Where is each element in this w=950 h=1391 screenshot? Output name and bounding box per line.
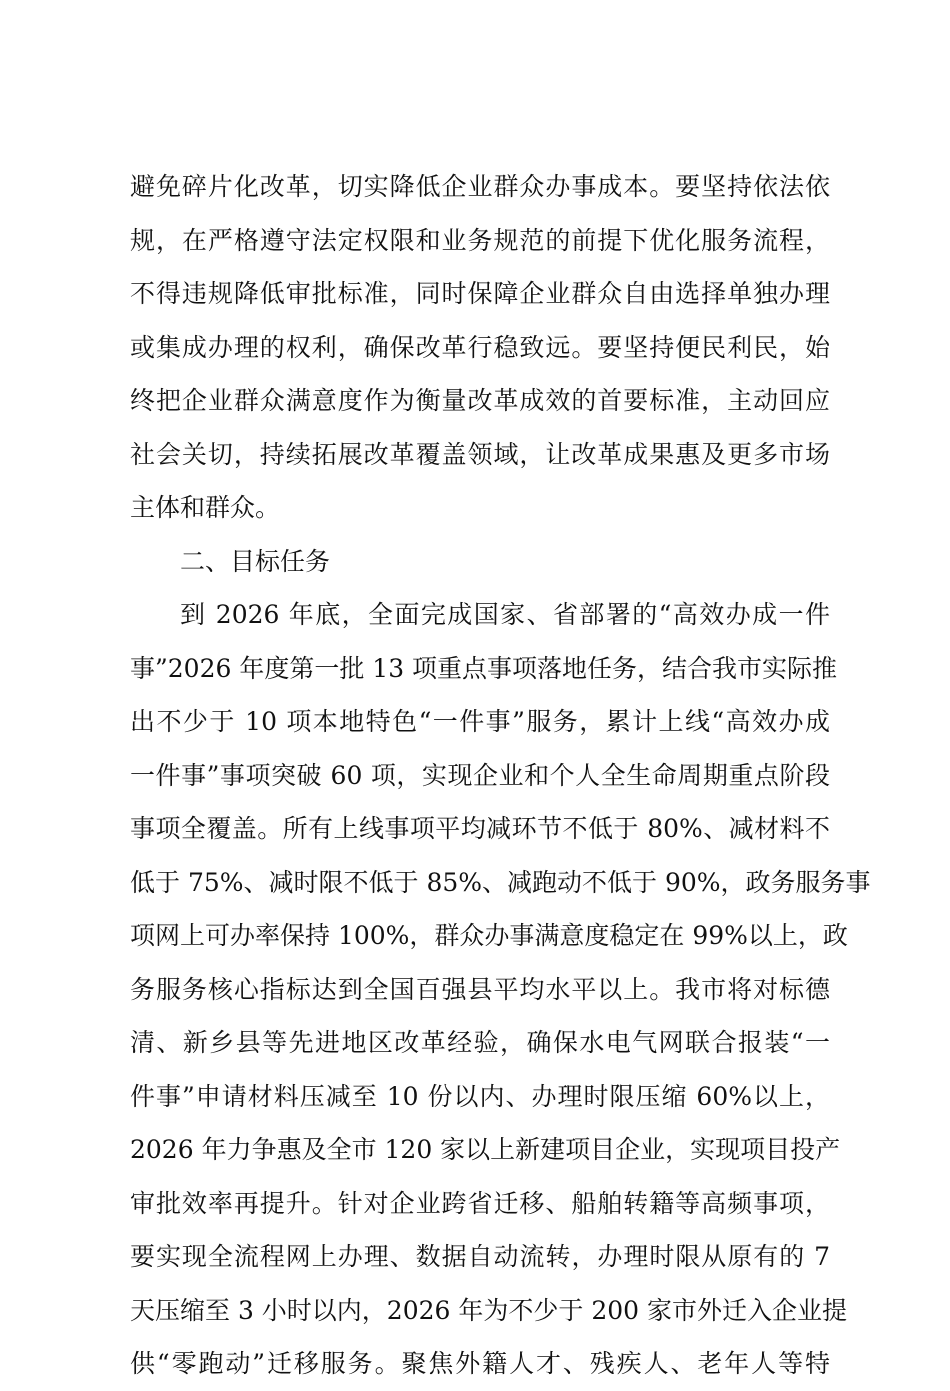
text-line: 供“零跑动”迁移服务。聚焦外籍人才、残疾人、老年人等特 [130,1349,830,1378]
text-line: 审批效率再提升。针对企业跨省迁移、船舶转籍等高频事项， [130,1188,830,1218]
text-line: 一件事”事项突破 60 项，实现企业和个人全生命周期重点阶段 [130,760,830,790]
text-line: 社会关切，持续拓展改革覆盖领域，让改革成果惠及更多市场 [130,439,830,469]
text-line: 项网上可办率保持 100%，群众办事满意度稳定在 99%以上，政 [130,921,848,950]
document-body [130,160,871,1391]
text-line: 主体和群众。 [130,493,281,522]
text-line: 到 2026 年底，全面完成国家、省部署的“高效办成一件 [180,600,830,629]
text-line: 避免碎片化改革，切实降低企业群众办事成本。要坚持依法依 [130,172,830,201]
section-heading: 二、目标任务 [180,546,331,576]
text-line: 天压缩至 3 小时以内，2026 年为不少于 200 家市外迁入企业提 [130,1295,847,1325]
text-line: 件事”申请材料压减至 10 份以内、办理时限压缩 60%以上， [130,1081,830,1111]
text-line: 务服务核心指标达到全国百强县平均水平以上。我市将对标德 [130,974,830,1004]
text-line: 不得违规降低审批标准，同时保障企业群众自由选择单独办理 [130,279,830,308]
text-line: 低于 75%、减时限不低于 85%、减跑动不低于 90%，政务服务事 [130,867,871,897]
text-line: 2026 年力争惠及全市 120 家以上新建项目企业，实现项目投产 [130,1135,841,1164]
text-line: 终把企业群众满意度作为衡量改革成效的首要标准，主动回应 [130,386,830,415]
text-line: 要实现全流程网上办理、数据自动流转，办理时限从原有的 7 [130,1242,830,1271]
text-line: 出不少于 10 项本地特色“一件事”服务，累计上线“高效办成 [130,707,830,736]
text-line: 事”2026 年度第一批 13 项重点事项落地任务，结合我市实际推 [130,653,838,683]
text-line: 或集成办理的权利，确保改革行稳致远。要坚持便民利民，始 [130,332,830,362]
text-line: 清、新乡县等先进地区改革经验，确保水电气网联合报装“一 [130,1028,830,1057]
text-line: 事项全覆盖。所有上线事项平均减环节不低于 80%、减材料不 [130,814,830,843]
text-line: 规，在严格遵守法定权限和业务规范的前提下优化服务流程， [130,225,830,255]
